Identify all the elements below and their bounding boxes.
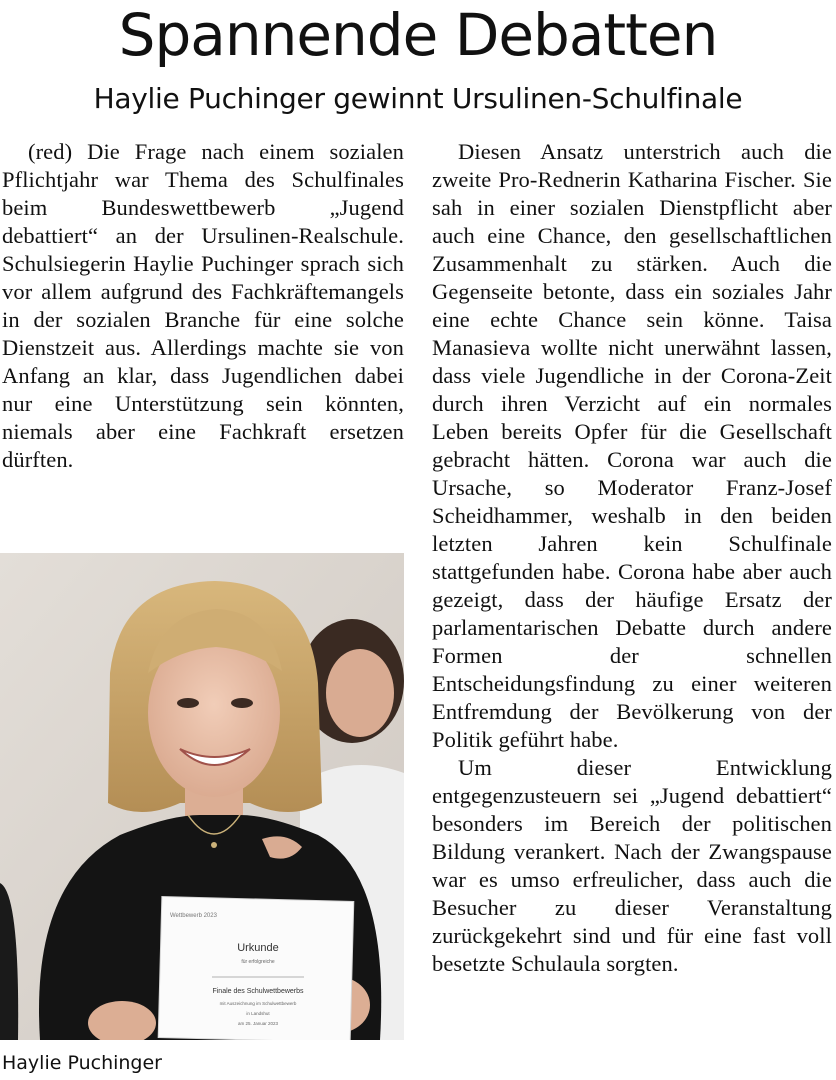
photo-caption: Haylie Puchinger [2, 1052, 162, 1074]
certificate-line: am 25. Januar 2023 [237, 1021, 279, 1026]
article-column-left [2, 138, 404, 528]
certificate-line: in Landshut [246, 1011, 270, 1016]
headline: Spannende Debatten [118, 1, 718, 69]
certificate-line: für erfolgreiche [241, 959, 275, 965]
article-paragraph: (red) Die Frage nach einem sozialen Pflichtjahr war Thema des Schulfinales beim Bundeswettbewerb „Jugend debattiert“ an der Ursulinen-Realschule. Schulsiegerin Haylie Puchinger sprach sich vor allem aufgrund des Fachkräftemangels in der sozialen Branche für eine solche Dienstzeit aus. Allerdings machte sie von Anfang an klar, dass Jugendlichen dabei nur eine Unterstützung sein könnten, niemals aber eine Fachkraft ersetzen dürften. [2, 139, 404, 472]
photo-illustration [0, 553, 404, 1040]
article-paragraph: Um dieser Entwicklung entgegenzusteuern sei „Jugend debattiert“ besonders im Bereich der politischen Bildung verankert. Nach der Zwangspause war es umso erfreulicher, dass auch die Besucher zu dieser Veranstaltung zurückgekehrt sind und für eine fast voll besetzte Schulaula sorgten. [432, 755, 832, 976]
article-paragraph: Diesen Ansatz unterstrich auch die zweite Pro-Rednerin Katharina Fischer. Sie sah in einer sozialen Dienstpflicht aber auch eine Chance, den gesellschaftlichen Zusammenhalt zu stärken. Auch die Gegenseite betonte, dass ein soziales Jahr eine echte Chance sein könne. Taisa Manasieva wollte nicht unerwähnt lassen, dass viele Jugendliche in der Corona-Zeit durch ihren Verzicht auf ein normales Leben bereits Opfer für die Gesellschaft gebracht hätten. Corona war auch die Ursache, so Moderator Franz-Josef Scheidhammer, weshalb in den beiden letzten Jahren kein Schulfinale stattgefunden habe. Corona habe aber auch gezeigt, dass der häufige Ersatz der parlamentarischen Debatte durch andere Formen der schnellen Entscheidungsfindung zu einer weiteren Entfremdung der Bevölkerung von der Politik geführt habe. [432, 139, 832, 752]
certificate-header: Wettbewerb 2023 [170, 913, 217, 919]
certificate [158, 897, 354, 1040]
photo-haylie-puchinger [0, 553, 404, 1040]
article-column-right [432, 138, 832, 1078]
certificate-title: Urkunde [237, 942, 279, 954]
subheadline: Haylie Puchinger gewinnt Ursulinen-Schulfinale [93, 82, 743, 115]
certificate-line: Finale des Schulwettbewerbs [212, 988, 304, 995]
certificate-line: mit Auszeichnung im Schulwettbewerb [219, 1001, 297, 1006]
